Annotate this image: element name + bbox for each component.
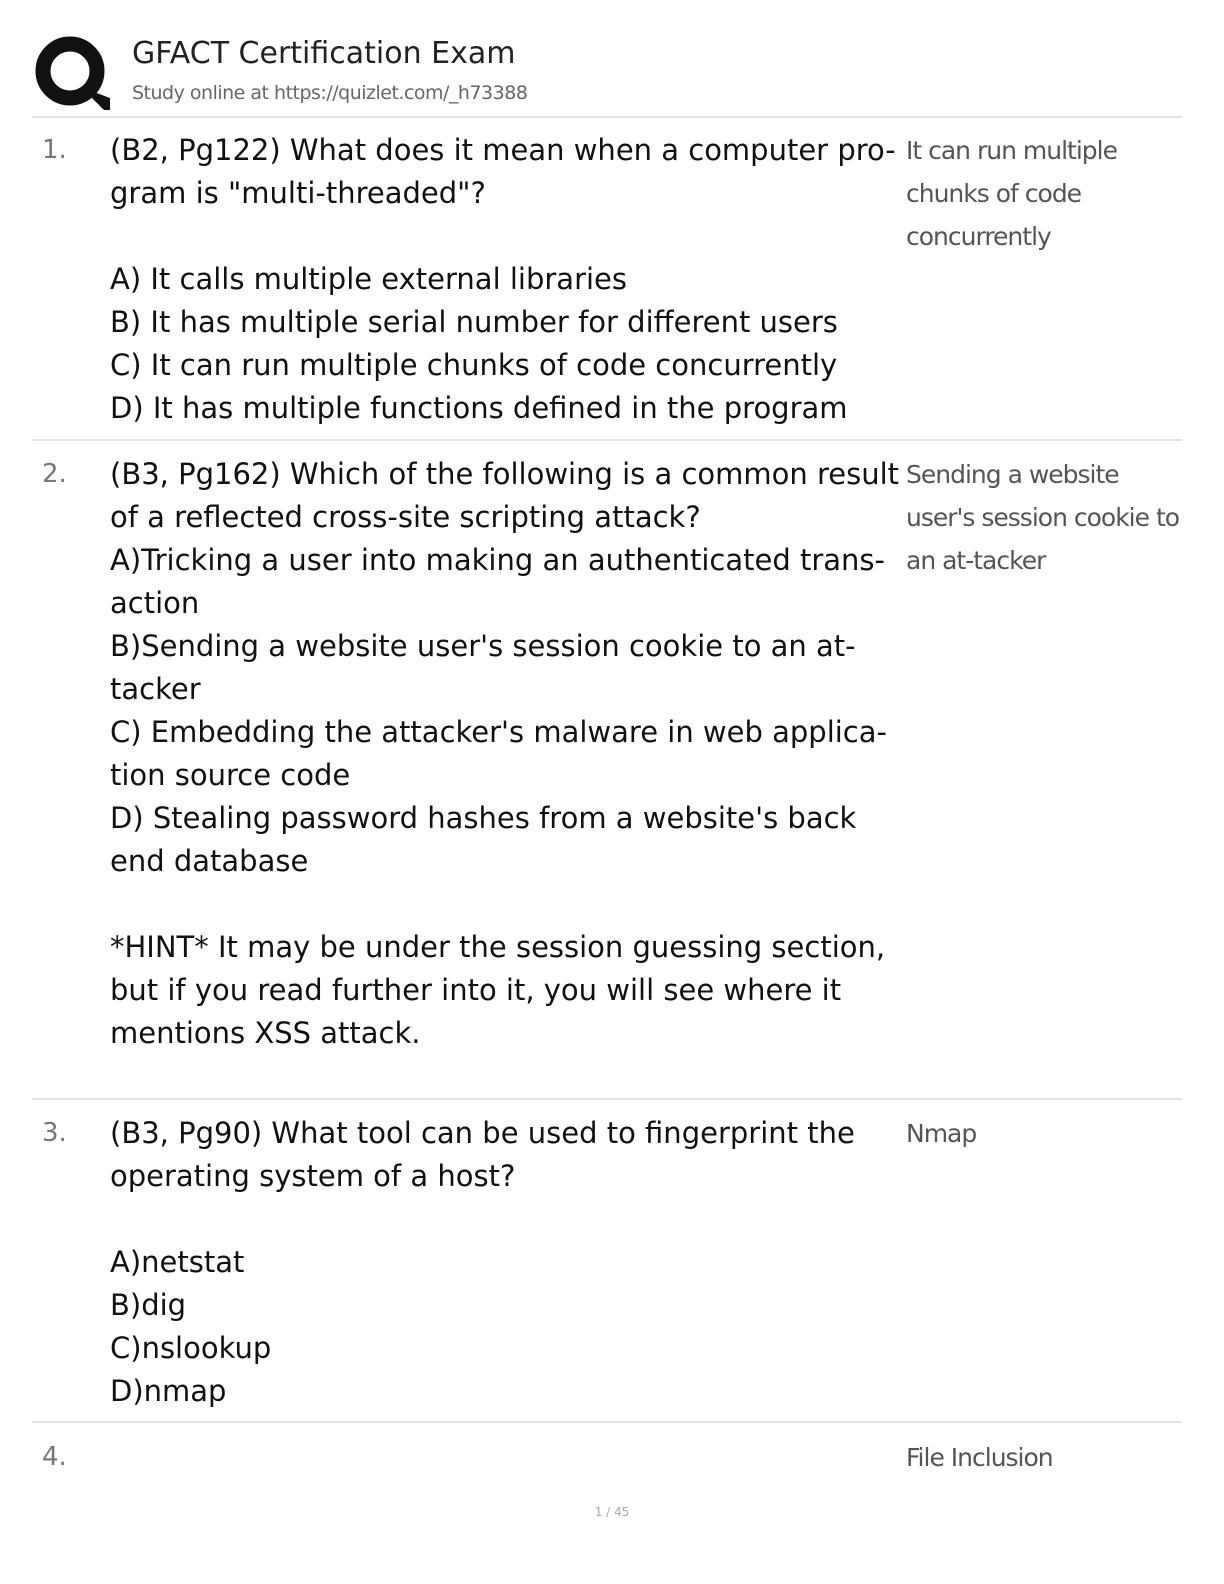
card-number: 1.	[42, 135, 67, 165]
card-definition: Nmap	[906, 1119, 977, 1148]
card-term: (B3, Pg162) Which of the following is a common result of a reflected cross-site scripting attack? A)Tricking a user into making an authenticated trans- action B)Sending a website user's session cookie to an at- tacker C) Embedding the attacker's malware in web applica- tion source code D) Stealing password hashes from a website's back end database *HINT* It may be under the session guessing section, but if you read further into it, you will see where it mentions XSS attack.	[110, 457, 900, 1050]
divider	[32, 1098, 1182, 1100]
card-number: 2.	[42, 459, 67, 489]
card-term: (B3, Pg90) What tool can be used to fingerprint the operating system of a host? A)netstat B)dig C)nslookup D)nmap	[110, 1116, 855, 1408]
document-subtitle: Study online at https://quizlet.com/_h73388	[132, 82, 528, 104]
page-number: 1 / 45	[594, 1505, 630, 1519]
card-definition: It can run multiple chunks of code concurrently	[906, 136, 1117, 251]
card-number: 4.	[42, 1442, 67, 1472]
divider	[32, 116, 1182, 118]
card-number: 3.	[42, 1118, 67, 1148]
document-header	[34, 32, 1184, 116]
card-term: (B2, Pg122) What does it mean when a computer pro- gram is "multi-threaded"? A) It calls multiple external libraries B) It has multiple serial number for different users C) It can run multiple chunks of code concurrently D) It has multiple functions defined in the program	[110, 133, 896, 425]
card-definition: File Inclusion	[906, 1443, 1053, 1472]
document-title: GFACT Certification Exam	[132, 36, 516, 71]
quizlet-logo-icon	[34, 34, 110, 110]
divider	[32, 439, 1182, 441]
divider	[32, 1421, 1182, 1423]
card-definition: Sending a website user's session cookie to an at-tacker	[906, 460, 1180, 575]
